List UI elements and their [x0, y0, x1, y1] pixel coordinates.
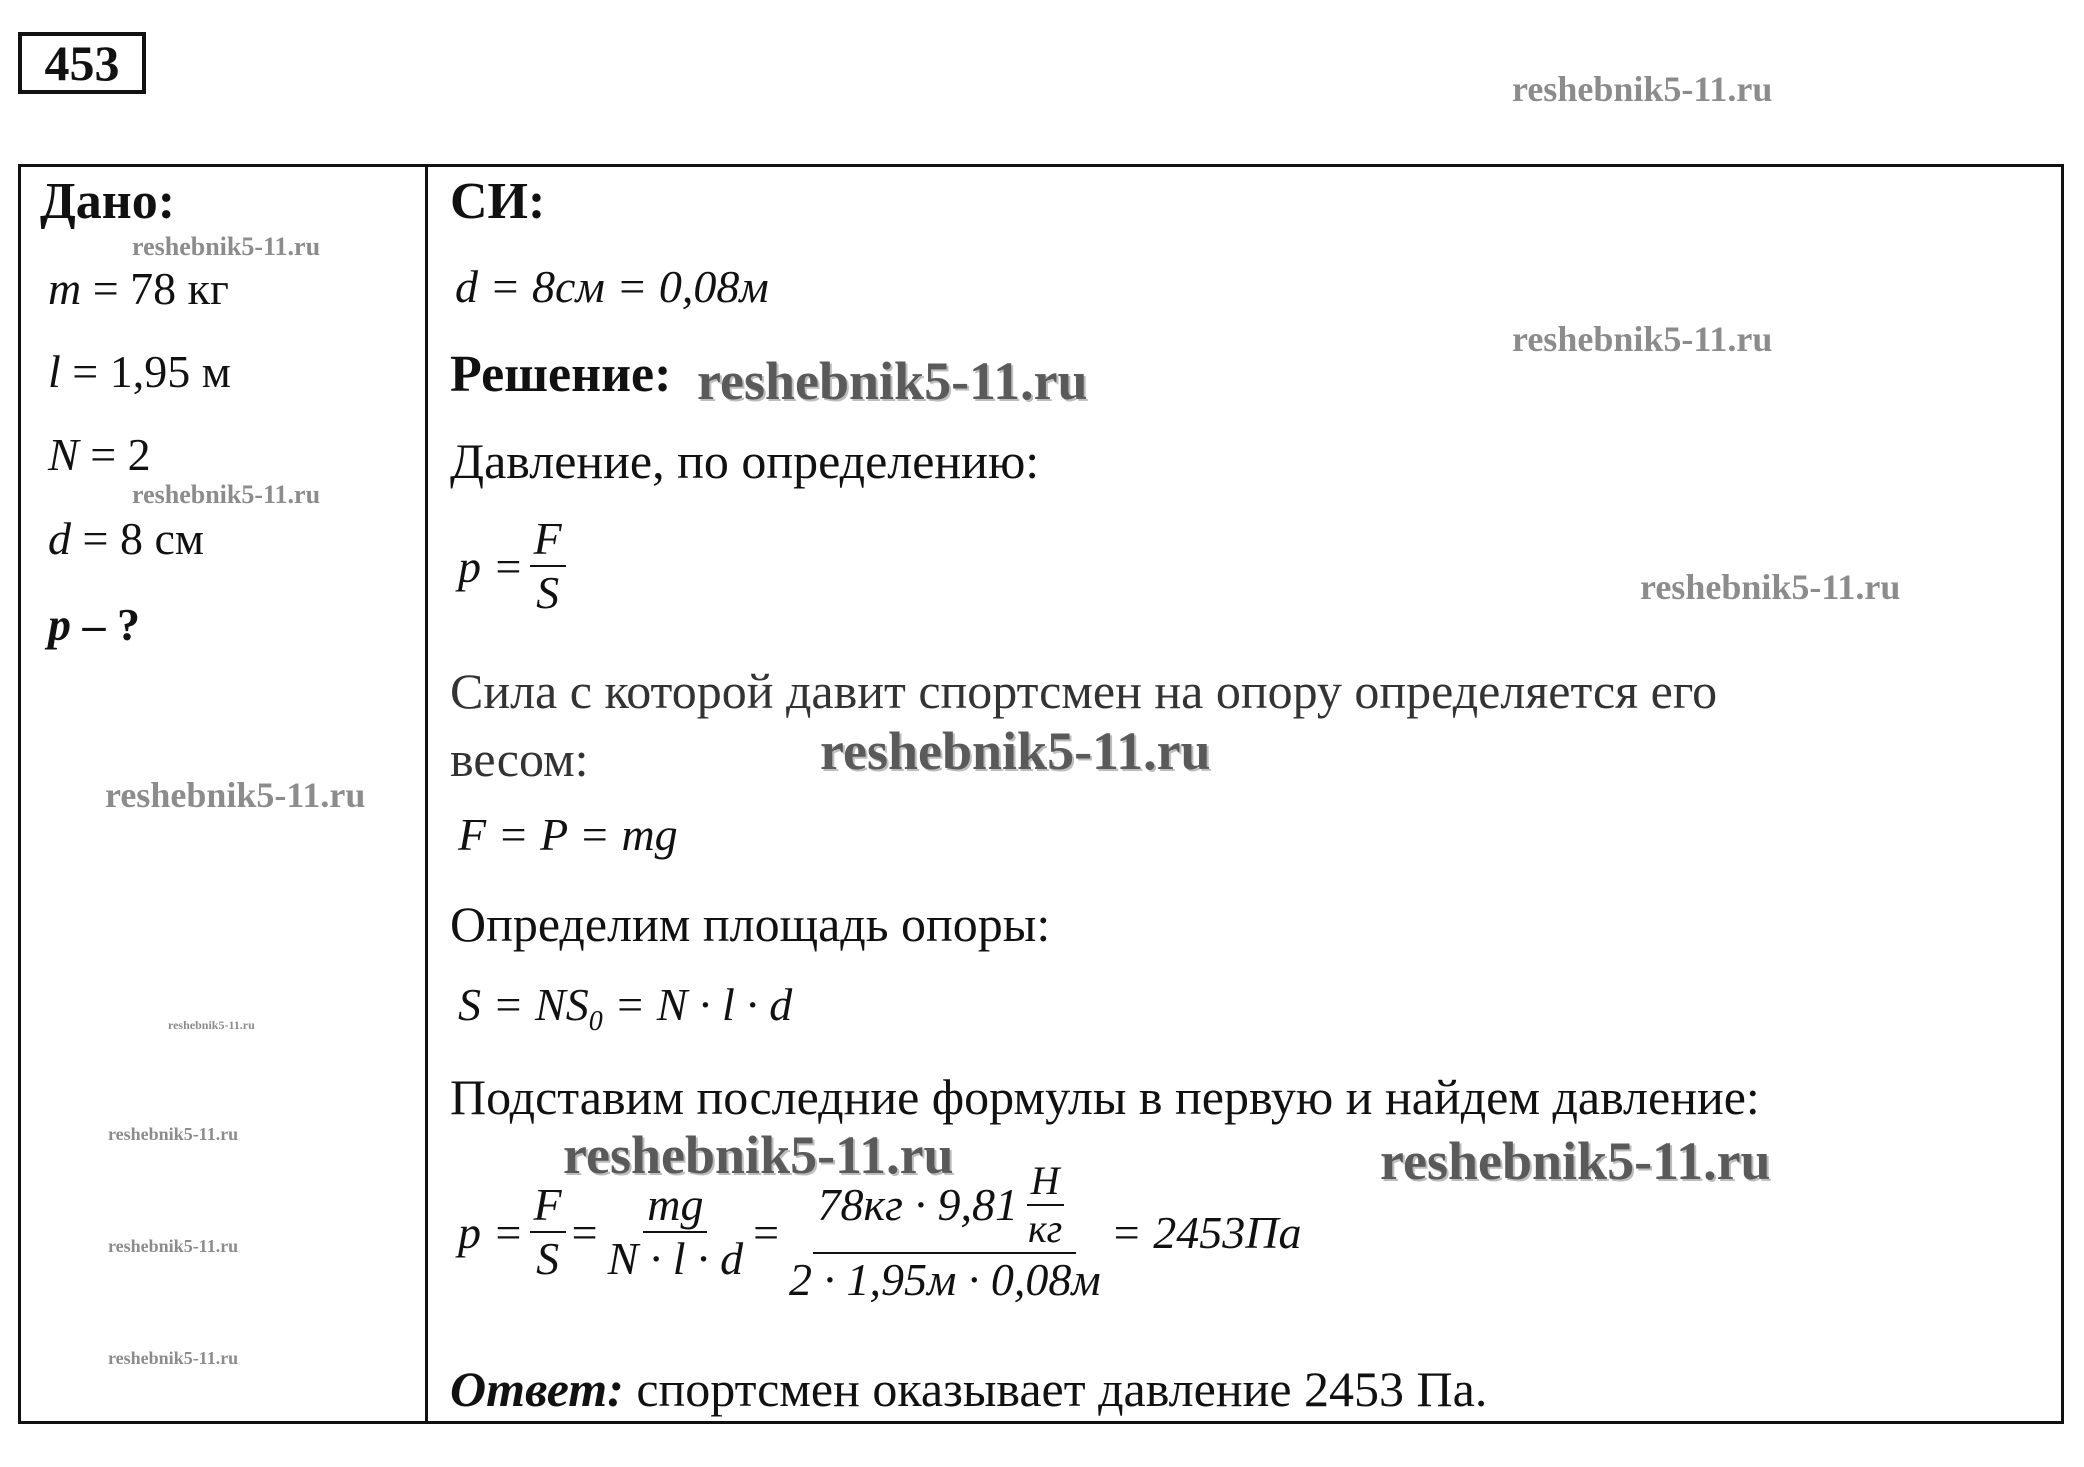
watermark: reshebnik5-11.ru: [168, 1018, 255, 1032]
given-mass: [48, 262, 229, 315]
given-count: [48, 428, 151, 481]
formula-force: F = P = mg: [458, 809, 678, 860]
solution-header: Решение:: [450, 346, 672, 403]
unit-fraction-num: Н: [1027, 1160, 1064, 1206]
unit-fraction: [1024, 1160, 1066, 1250]
given-length-symbol: l: [48, 346, 61, 397]
fraction-denominator: S: [536, 567, 560, 619]
text-support-area: Определим площадь опоры:: [450, 896, 1051, 952]
final-fraction-1-den: S: [536, 1233, 560, 1285]
watermark: reshebnik5-11.ru: [132, 232, 321, 261]
watermark: reshebnik5-11.ru: [697, 351, 1088, 411]
formula-area-part2: = N · l · d: [602, 979, 793, 1030]
given-mass-value: = 78 кг: [92, 263, 229, 314]
formula-pressure-lhs: p =: [458, 540, 524, 592]
watermark: reshebnik5-11.ru: [1512, 69, 1773, 109]
watermark: reshebnik5-11.ru: [108, 1124, 239, 1144]
given-unknown: [48, 598, 140, 651]
watermark: reshebnik5-11.ru: [108, 1236, 239, 1256]
equals-sign: =: [753, 1206, 780, 1258]
final-fraction-2-num: mg: [643, 1181, 707, 1233]
given-width-value: = 8 см: [82, 513, 204, 564]
final-fraction-2-den: N · l · d: [607, 1233, 744, 1285]
given-count-symbol: N: [48, 429, 79, 480]
final-fraction-3-den: 2 · 1,95м · 0,08м: [789, 1254, 1101, 1305]
watermark: reshebnik5-11.ru: [1512, 319, 1773, 359]
final-fraction-2: [604, 1178, 747, 1285]
given-count-value: = 2: [90, 429, 151, 480]
answer-label: Ответ:: [450, 1361, 624, 1417]
final-fraction-1: [530, 1178, 566, 1285]
problem-number: 453: [18, 32, 146, 94]
si-conversion: d = 8см = 0,08м: [455, 261, 769, 312]
answer-text: спортсмен оказывает давление 2453 Па.: [636, 1361, 1488, 1417]
si-header: СИ:: [450, 173, 546, 230]
answer-line: [450, 1360, 1487, 1418]
final-fraction-1-num: F: [530, 1181, 566, 1233]
text-force-line1: Сила с которой давит спортсмен на опору определяется его: [450, 663, 1718, 719]
given-width: [48, 512, 204, 565]
watermark: reshebnik5-11.ru: [108, 1348, 239, 1368]
final-lhs: p =: [458, 1206, 524, 1258]
watermark: reshebnik5-11.ru: [1380, 1131, 1771, 1191]
given-unknown-mark: – ?: [82, 599, 140, 650]
watermark: reshebnik5-11.ru: [132, 480, 321, 509]
formula-area-subscript: 0: [588, 1006, 603, 1038]
fraction-numerator: F: [530, 515, 566, 567]
final-fraction-3-num-value: 78кг · 9,81: [817, 1178, 1018, 1230]
formula-pressure: [458, 515, 572, 618]
column-divider: [425, 164, 428, 1424]
watermark: reshebnik5-11.ru: [563, 1125, 954, 1185]
final-result: = 2453Па: [1110, 1206, 1302, 1258]
equals-sign: =: [571, 1206, 598, 1258]
text-force-line2: весом:: [450, 731, 589, 787]
given-length-value: = 1,95 м: [72, 346, 231, 397]
formula-area-part1: S = NS: [458, 979, 589, 1030]
given-header: Дано:: [40, 173, 176, 230]
unit-fraction-den: кг: [1027, 1206, 1063, 1251]
given-unknown-symbol: p: [48, 599, 71, 650]
watermark: reshebnik5-11.ru: [105, 775, 366, 815]
text-substitute: Подставим последние формулы в первую и найдем давление:: [450, 1069, 1760, 1125]
formula-pressure-fraction: [530, 515, 566, 618]
watermark: reshebnik5-11.ru: [1640, 567, 1901, 607]
given-width-symbol: d: [48, 513, 71, 564]
formula-area: [458, 978, 792, 1038]
text-pressure-definition: Давление, по определению:: [450, 433, 1040, 489]
watermark: reshebnik5-11.ru: [820, 721, 1211, 781]
given-mass-symbol: m: [48, 263, 82, 314]
given-length: [48, 345, 231, 398]
